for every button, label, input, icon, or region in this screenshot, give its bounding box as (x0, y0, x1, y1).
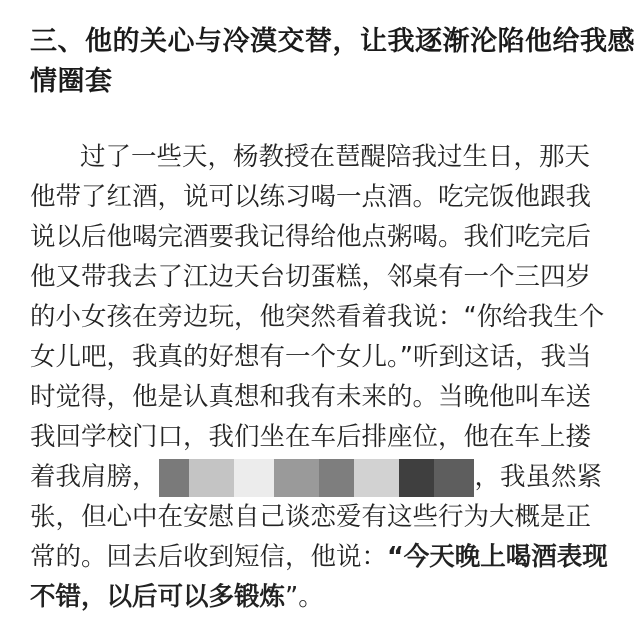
paragraph-line-5: 的小女孩在旁边玩，他突然看着我说：“你给我生个 (30, 302, 605, 332)
paragraph-line-3: 说以后他喝完酒要我记得给他点粥喝。我们吃完后 (30, 222, 592, 252)
heading-line-1: 三、他的关心与冷漠交替，让我逐渐沦陷他给我感 (30, 26, 635, 57)
quoted-message-start: “今天晚上喝酒表现 (387, 542, 608, 572)
paragraph-line-4: 他又带我去了江边天台切蛋糕，邻桌有一个三四岁 (30, 262, 592, 292)
quoted-message-end: 不错，以后可以多锻炼 (30, 582, 286, 612)
article-paragraph (30, 137, 620, 617)
line-11-plain-text: 常的。回去后收到短信，他说： (30, 542, 388, 572)
paragraph-line-2: 他带了红酒，说可以练习喝一点酒。吃完饭他跟我 (30, 182, 592, 212)
paragraph-line-6: 女儿吧，我真的好想有一个女儿。”听到这话，我当 (30, 342, 592, 372)
line-9-text-after: ，我虽然紧 (474, 462, 603, 492)
paragraph-line-10: 张，但心中在安慰自己谈恋爱有这些行为大概是正 (30, 502, 592, 532)
paragraph-line-8: 我回学校门口，我们坐在车后排座位，他在车上搂 (30, 422, 592, 452)
paragraph-line-7: 时觉得，他是认真想和我有未来的。当晚他叫车送 (30, 382, 592, 412)
heading-line-2: 情圈套 (30, 66, 113, 97)
redacted-text-mosaic (159, 459, 474, 497)
paragraph-line-12 (30, 577, 620, 617)
line-9-text-before: 着我肩膀， (30, 462, 158, 492)
section-heading (30, 22, 635, 102)
line-12-closing: ”。 (285, 582, 324, 612)
paragraph-line-1: 过了一些天，杨教授在琶醍陪我过生日，那天 (80, 142, 591, 172)
paragraph-line-9 (30, 457, 620, 497)
paragraph-line-11 (30, 537, 620, 577)
